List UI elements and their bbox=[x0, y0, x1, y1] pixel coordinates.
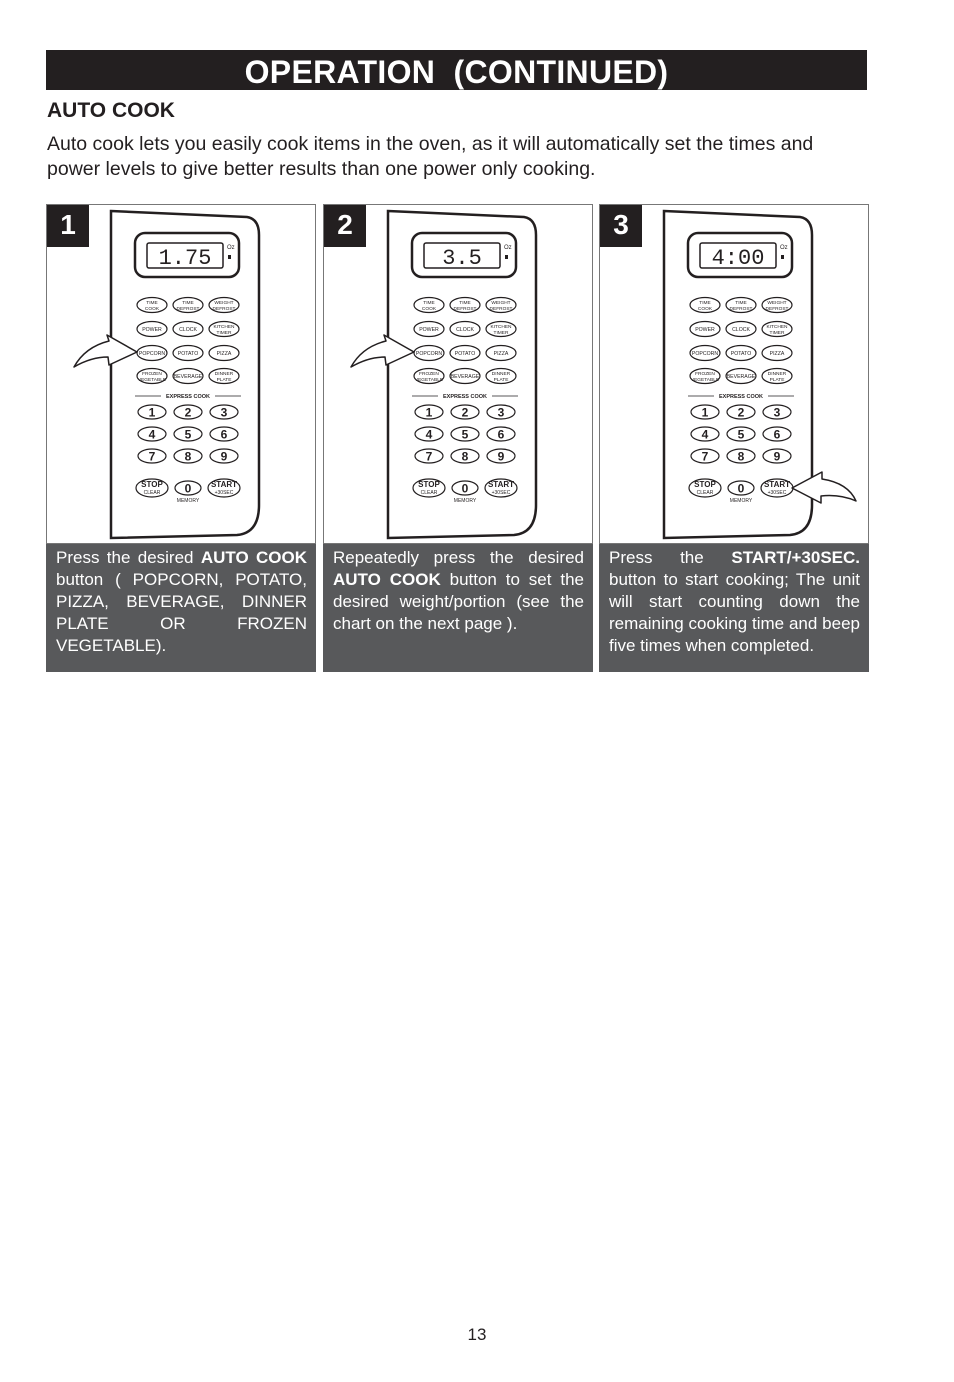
function-button-label: COOK bbox=[421, 307, 437, 312]
function-button-label: COOK bbox=[144, 307, 160, 312]
step-1-illustration bbox=[46, 204, 316, 544]
zero-label: 0 bbox=[461, 481, 469, 496]
step-2-description: Repeatedly press the desired AUTO COOK button to set the desired weight/portion (see the chart on the next page ). bbox=[323, 544, 593, 672]
step-1-card bbox=[46, 204, 316, 672]
function-button-label: DEFROST bbox=[765, 307, 789, 312]
display-readout: 1.75 bbox=[158, 246, 212, 271]
section-title: AUTO COOK bbox=[47, 99, 175, 122]
digit-button-label: 5 bbox=[737, 427, 745, 442]
start-label: START bbox=[210, 480, 238, 489]
function-button-label: WEIGHT bbox=[491, 301, 511, 306]
function-button-label: PLATE bbox=[493, 378, 509, 383]
function-button-label: PLATE bbox=[216, 378, 232, 383]
function-button-label: FROZEN bbox=[142, 372, 162, 377]
digit-button-label: 1 bbox=[701, 405, 709, 420]
memory-label: MEMORY bbox=[453, 498, 477, 504]
function-button-label: PIZZA bbox=[216, 351, 232, 357]
step-3-card bbox=[599, 204, 869, 672]
function-button-label: DEFROST bbox=[729, 307, 753, 312]
plus30-label: +30SEC bbox=[491, 490, 511, 496]
control-panel-illustration bbox=[47, 205, 315, 543]
function-button-label: BEVERAGE bbox=[450, 374, 480, 380]
oz-indicator: Oz bbox=[504, 245, 512, 251]
digit-button-label: 2 bbox=[184, 405, 192, 420]
digit-button-label: 2 bbox=[737, 405, 745, 420]
function-button-label: TIMER bbox=[769, 331, 785, 336]
function-button-label: DINNER bbox=[767, 372, 787, 377]
oz-indicator: Oz bbox=[780, 245, 788, 251]
start-label: START bbox=[763, 480, 791, 489]
function-button-label: KITCHEN bbox=[213, 325, 235, 330]
clear-label: CLEAR bbox=[420, 490, 438, 496]
function-button-label: DEFROST bbox=[453, 307, 477, 312]
digit-button-label: 3 bbox=[220, 405, 228, 420]
digit-button-label: 9 bbox=[773, 449, 781, 464]
digit-button-label: 8 bbox=[461, 449, 469, 464]
function-button-label: FROZEN bbox=[695, 372, 715, 377]
digit-button-label: 5 bbox=[461, 427, 469, 442]
memory-label: MEMORY bbox=[176, 498, 200, 504]
digit-button-label: 8 bbox=[184, 449, 192, 464]
clear-label: CLEAR bbox=[143, 490, 161, 496]
step-2-card bbox=[323, 204, 593, 672]
function-button-label: CLOCK bbox=[732, 327, 750, 333]
digit-button-label: 4 bbox=[425, 427, 433, 442]
function-button-label: POWER bbox=[419, 327, 439, 333]
function-button-label: CLOCK bbox=[456, 327, 474, 333]
step-3-number: 3 bbox=[600, 205, 642, 247]
display-readout: 3.5 bbox=[442, 246, 482, 271]
function-button-label: PIZZA bbox=[493, 351, 509, 357]
digit-button-label: 7 bbox=[425, 449, 433, 464]
function-button-label: POWER bbox=[142, 327, 162, 333]
function-button-label: VEGETABLE bbox=[137, 378, 167, 383]
function-button-label: POTATO bbox=[454, 351, 476, 357]
function-button-label: TIMER bbox=[216, 331, 232, 336]
function-button-label: BEVERAGE bbox=[173, 374, 203, 380]
digit-button-label: 1 bbox=[425, 405, 433, 420]
function-button-label: VEGETABLE bbox=[414, 378, 444, 383]
function-button-label: BEVERAGE bbox=[726, 374, 756, 380]
function-button-label: DEFROST bbox=[176, 307, 200, 312]
function-button-label: TIME bbox=[735, 301, 747, 306]
digit-button-label: 1 bbox=[148, 405, 156, 420]
digit-button-label: 7 bbox=[701, 449, 709, 464]
digit-button-label: 5 bbox=[184, 427, 192, 442]
function-button-label: CLOCK bbox=[179, 327, 197, 333]
control-panel-illustration bbox=[600, 205, 868, 543]
function-button-label: POTATO bbox=[177, 351, 199, 357]
function-button-label: DEFROST bbox=[212, 307, 236, 312]
function-button-label: TIME bbox=[459, 301, 471, 306]
page-header-title: OPERATION (CONTINUED) bbox=[244, 54, 669, 90]
function-button-label: KITCHEN bbox=[766, 325, 788, 330]
oz-indicator: Oz bbox=[227, 245, 235, 251]
function-button-label: TIME bbox=[423, 301, 435, 306]
plus30-label: +30SEC bbox=[767, 490, 787, 496]
function-button-label: POPCORN bbox=[415, 351, 443, 357]
display-indicator-dot bbox=[228, 255, 231, 259]
display-readout: 4:00 bbox=[711, 246, 765, 271]
function-button-label: DINNER bbox=[491, 372, 511, 377]
function-button-label: PIZZA bbox=[769, 351, 785, 357]
page-number: 13 bbox=[467, 1325, 487, 1344]
display-indicator-dot bbox=[505, 255, 508, 259]
start-label: START bbox=[487, 480, 515, 489]
function-button-label: WEIGHT bbox=[767, 301, 787, 306]
function-button-label: WEIGHT bbox=[214, 301, 234, 306]
express-cook-label: EXPRESS COOK bbox=[442, 394, 488, 400]
memory-label: MEMORY bbox=[729, 498, 753, 504]
function-button-label: TIME bbox=[699, 301, 711, 306]
digit-button-label: 4 bbox=[701, 427, 709, 442]
function-button-label: PLATE bbox=[769, 378, 785, 383]
function-button-label: DEFROST bbox=[489, 307, 513, 312]
step-3-description: Press the START/+30SEC. button to start cooking; The unit will start counting down the remaining cooking time and beep five times when completed. bbox=[599, 544, 869, 672]
function-button-label: COOK bbox=[697, 307, 713, 312]
function-button-label: TIME bbox=[182, 301, 194, 306]
function-button-label: POTATO bbox=[730, 351, 752, 357]
express-cook-label: EXPRESS COOK bbox=[718, 394, 764, 400]
step-2-number: 2 bbox=[324, 205, 366, 247]
page-header-banner bbox=[46, 50, 867, 90]
digit-button-label: 6 bbox=[497, 427, 505, 442]
digit-button-label: 8 bbox=[737, 449, 745, 464]
digit-button-label: 3 bbox=[497, 405, 505, 420]
digit-button-label: 9 bbox=[220, 449, 228, 464]
step-3-illustration bbox=[599, 204, 869, 544]
display-indicator-dot bbox=[781, 255, 784, 259]
clear-label: CLEAR bbox=[696, 490, 714, 496]
digit-button-label: 6 bbox=[220, 427, 228, 442]
control-panel-illustration bbox=[324, 205, 592, 543]
stop-label: STOP bbox=[418, 480, 440, 489]
stop-label: STOP bbox=[694, 480, 716, 489]
function-button-label: POPCORN bbox=[138, 351, 166, 357]
function-button-label: TIMER bbox=[493, 331, 509, 336]
function-button-label: DINNER bbox=[214, 372, 234, 377]
digit-button-label: 9 bbox=[497, 449, 505, 464]
express-cook-label: EXPRESS COOK bbox=[165, 394, 211, 400]
function-button-label: KITCHEN bbox=[490, 325, 512, 330]
step-1-number: 1 bbox=[47, 205, 89, 247]
section-intro: Auto cook lets you easily cook items in the oven, as it will automatically set the times and power levels to give better results than one power only cooking. bbox=[47, 133, 814, 180]
step-1-description: Press the desired AUTO COOK button ( POPCORN, POTATO, PIZZA, BEVERAGE, DINNER PLATE OR FROZEN VEGETABLE). bbox=[46, 544, 316, 672]
function-button-label: TIME bbox=[146, 301, 158, 306]
stop-label: STOP bbox=[141, 480, 163, 489]
function-button-label: POPCORN bbox=[691, 351, 719, 357]
plus30-label: +30SEC bbox=[214, 490, 234, 496]
zero-label: 0 bbox=[737, 481, 745, 496]
digit-button-label: 3 bbox=[773, 405, 781, 420]
digit-button-label: 6 bbox=[773, 427, 781, 442]
function-button-label: FROZEN bbox=[419, 372, 439, 377]
function-button-label: VEGETABLE bbox=[690, 378, 720, 383]
function-button-label: POWER bbox=[695, 327, 715, 333]
step-2-illustration bbox=[323, 204, 593, 544]
digit-button-label: 2 bbox=[461, 405, 469, 420]
digit-button-label: 7 bbox=[148, 449, 156, 464]
digit-button-label: 4 bbox=[148, 427, 156, 442]
zero-label: 0 bbox=[184, 481, 192, 496]
